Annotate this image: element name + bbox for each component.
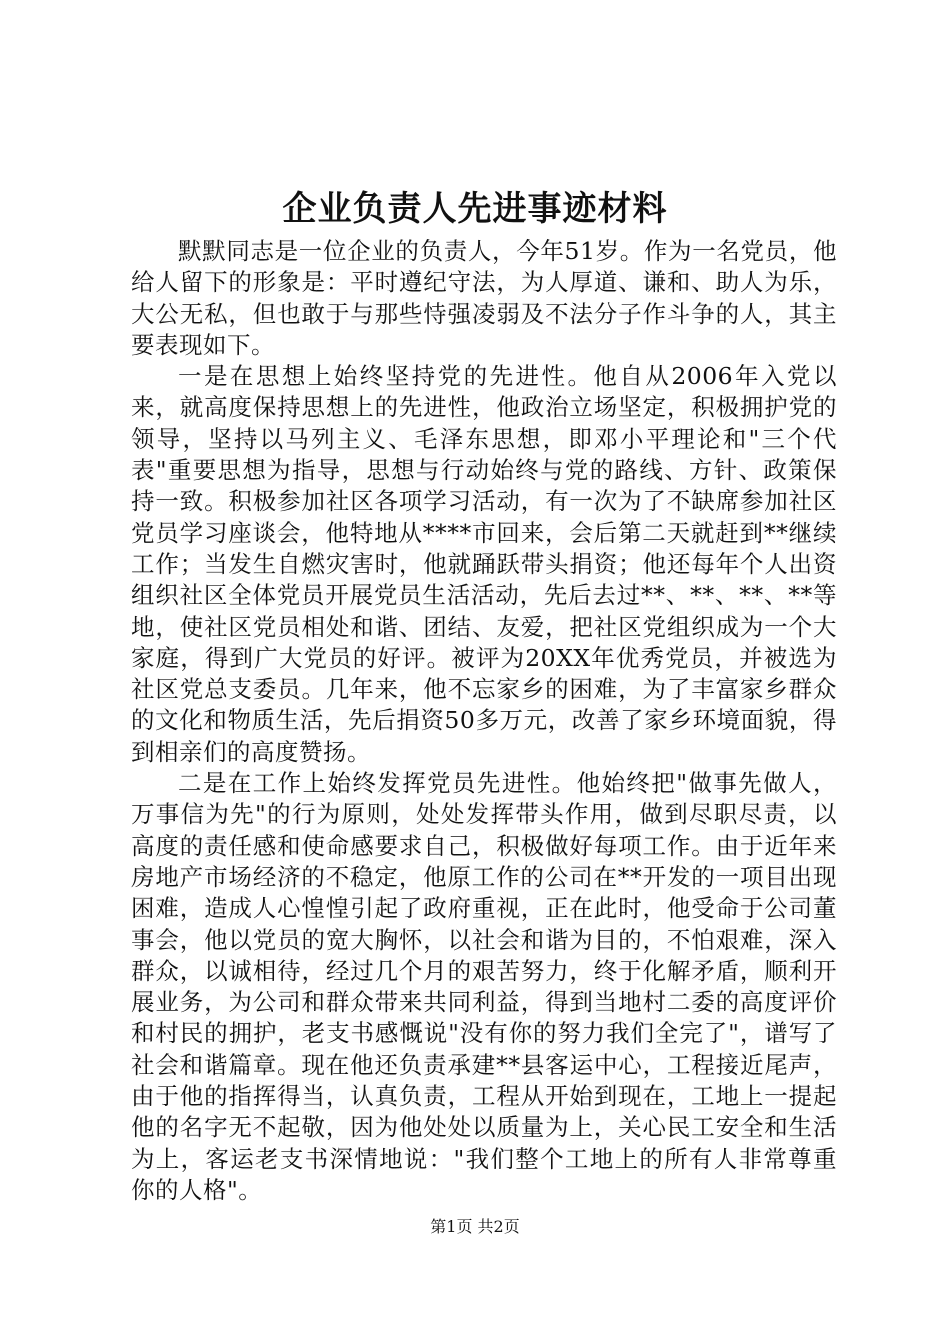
paragraph-intro: 默默同志是一位企业的负责人，今年51岁。作为一名党员，他给人留下的形象是：平时遵纪守法，为人厚道、谦和、助人为乐，大公无私，但也敢于与那些恃强凌弱及不法分子作斗争的人，其主要表现如下。 xyxy=(131,237,837,359)
page-footer xyxy=(0,1216,950,1238)
paragraph-ideology: 一是在思想上始终坚持党的先进性。他自从2006年入党以来，就高度保持思想上的先进性，他政治立场坚定，积极拥护党的领导，坚持以马列主义、毛泽东思想，即邓小平理论和"三个代表"重要思想为指导，思想与行动始终与党的路线、方针、政策保持一致。积极参加社区各项学习活动，有一次为了不缺席参加社区党员学习座谈会，他特地从****市回来，会后第二天就赶到**继续工作；当发生自燃灾害时，他就踊跃带头捐资；他还每年个人出资组织社区全体党员开展党员生活活动，先后去过**、**、**、**等地，使社区党员相处和谐、团结、友爱，把社区党组织成为一个大家庭，得到广大党员的好评。被评为20XX年优秀党员，并被选为社区党总支委员。几年来，他不忘家乡的困难，为了丰富家乡群众的文化和物质生活，先后捐资50多万元，改善了家乡环境面貌，得到相亲们的高度赞扬。 xyxy=(131,362,837,766)
paragraph-work: 二是在工作上始终发挥党员先进性。他始终把"做事先做人，万事信为先"的行为原则，处处发挥带头作用，做到尽职尽责，以高度的责任感和使命感要求自己，积极做好每项工作。由于近年来房地产市场经济的不稳定，他原工作的公司在**开发的一项目出现困难，造成人心惶惶引起了政府重视，正在此时，他受命于公司董事会，他以党员的宽大胸怀，以社会和谐为目的，不怕艰难，深入群众，以诚相待，经过几个月的艰苦努力，终于化解矛盾，顺利开展业务，为公司和群众带来共同利益，得到当地村二委的高度评价和村民的拥护，老支书感慨说"没有你的努力我们全完了"，谱写了社会和谐篇章。现在他还负责承建**县客运中心，工程接近尾声，由于他的指挥得当，认真负责，工程从开始到现在，工地上一提起他的名字无不起敬，因为他处处以质量为上，关心民工安全和生活为上，客运老支书深情地说："我们整个工地上的所有人非常尊重你的人格"。 xyxy=(131,769,837,1204)
page-indicator: 第1页 共2页 xyxy=(430,1217,520,1236)
document-title: 企业负责人先进事迹材料 xyxy=(282,189,668,229)
document-body xyxy=(131,236,837,1206)
